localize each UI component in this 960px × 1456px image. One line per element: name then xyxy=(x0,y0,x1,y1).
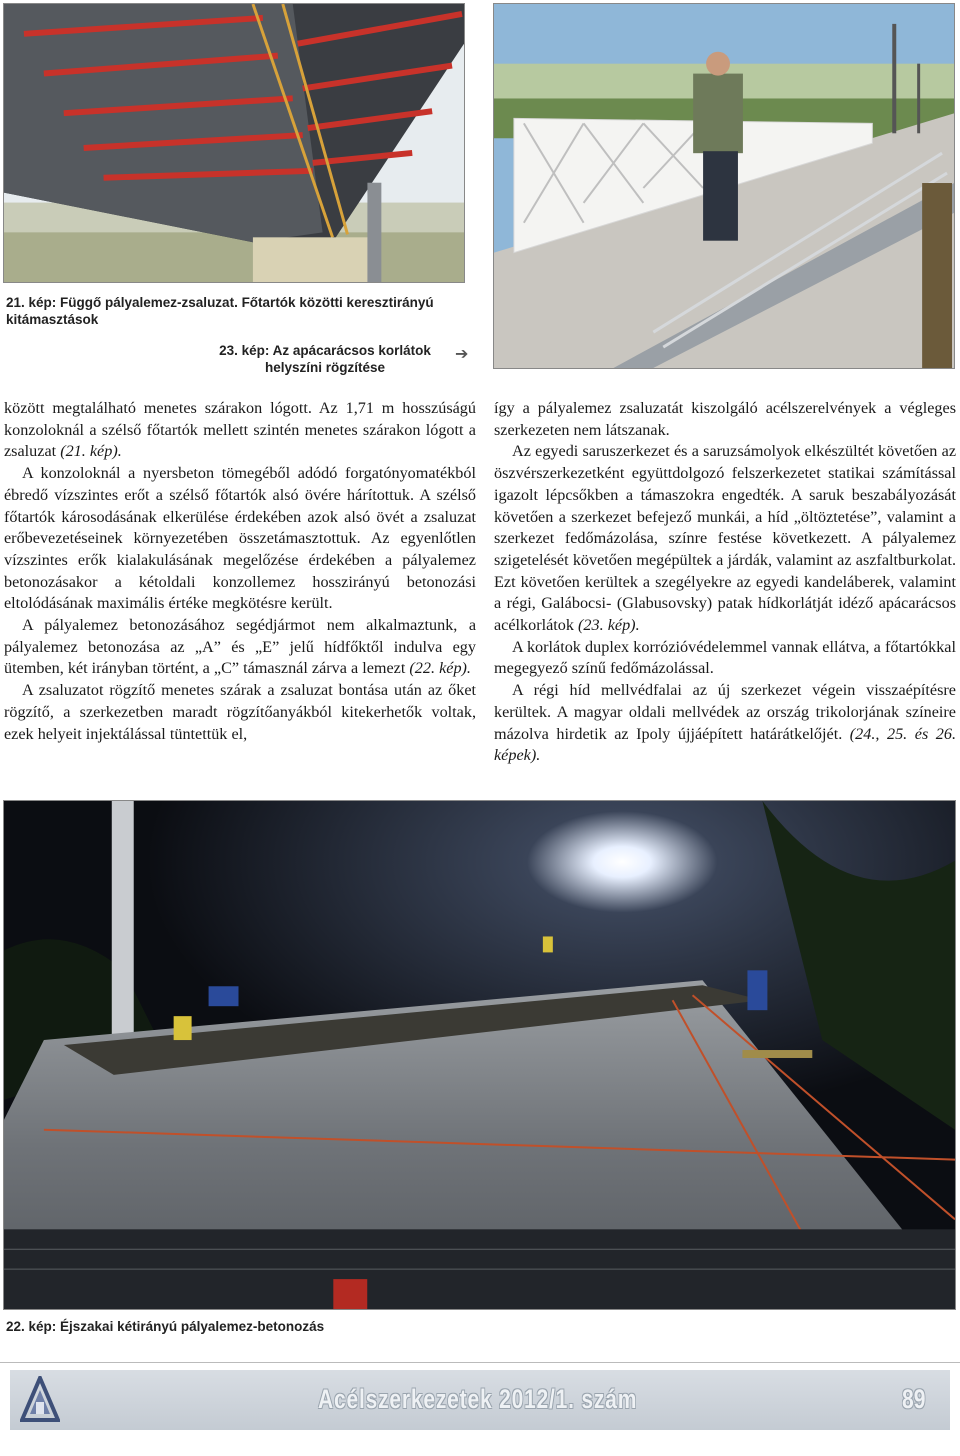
paragraph-right-2-ref: (23. kép). xyxy=(578,616,640,635)
paragraph-right-1-text: így a pályalemez zsaluzatát kiszolgáló acélszerelvények a végleges szerkezeten nem látszanak. xyxy=(494,399,956,439)
page-number: 89 xyxy=(902,1384,926,1414)
paragraph-left-1 xyxy=(4,398,476,463)
photo-22-night-concreting xyxy=(3,800,956,1310)
journal-title: Acélszerkezetek 2012/1. szám xyxy=(318,1384,638,1414)
paragraph-left-1-text: között megtalálható menetes szárakon lógott. Az 1,71 m hosszúságú konzoloknál a szélső főtartók mellett szintén menetes szárakon lógott a zsaluzat xyxy=(4,399,476,461)
caption-photo-21-text: 21. kép: Függő pályalemez-zsaluzat. Főtartók közötti keresztirányú kitámasztások xyxy=(6,295,434,327)
paragraph-left-4 xyxy=(4,680,476,745)
arrow-right-icon: ➔ xyxy=(455,344,469,363)
paragraph-left-4-text: A zsaluzatot rögzítő menetes szárak a zsaluzat bontása után az őket rögzítő, a szerkezetben maradt rögzítőanyákból kitekerhetők voltak, ezek helyeit injektálással tüntettük el, xyxy=(4,681,476,743)
footer-rule xyxy=(0,1362,960,1363)
text-column-right xyxy=(494,398,956,767)
paragraph-left-2 xyxy=(4,463,476,615)
caption-photo-22-text: 22. kép: Éjszakai kétirányú pályalemez-betonozás xyxy=(6,1319,325,1334)
journal-logo-icon xyxy=(20,1376,60,1424)
paragraph-left-1-ref: (21. kép). xyxy=(60,442,122,461)
paragraph-right-4 xyxy=(494,680,956,767)
photo-21-image xyxy=(4,4,464,282)
caption-photo-23 xyxy=(210,342,440,376)
caption-photo-23-line1: 23. kép: Az apácarácsos korlátok xyxy=(219,343,431,358)
photo-23-railings xyxy=(493,3,955,369)
paragraph-right-4-text: A régi híd mellvédfalai az új szerkezet végein visszaépítésre kerültek. A magyar oldali mellvédek az ország trikolorjának színeire mázolva hirdetik az Ipoly újjáépített határátkelőjét. xyxy=(494,681,956,743)
text-column-left xyxy=(4,398,476,745)
paragraph-left-3 xyxy=(4,615,476,680)
paragraph-right-3-text: A korlátok duplex korrózióvédelemmel vannak ellátva, a főtartókkal megegyező színű fedőmázolással. xyxy=(494,637,956,678)
caption-photo-22 xyxy=(6,1318,606,1335)
caption-photo-21 xyxy=(6,294,466,328)
paragraph-left-3-ref: (22. kép). xyxy=(409,659,471,678)
paragraph-right-3 xyxy=(494,637,956,680)
photo-23-image xyxy=(494,4,954,368)
photo-21-formwork xyxy=(3,3,465,283)
photo-22-image xyxy=(4,801,955,1309)
paragraph-left-2-text: A konzoloknál a nyersbeton tömegéből adódó forgatónyomatékból ébredő vízszintes erőt a szélső főtartók alsó övére hárítottuk. A szélső főtartók károsodásának elkerülése érdekében azok alsó övét a zsaluzat erőbevezetéseinek környezetében összetámasztottuk. Az egyenlőtlen vízszintes erők kialakulásának megelőzése érdekében a pályalemez betonozásakor a kétoldali konzollemez hosszirányú betonozási eltolódásának maximális értéke megkötésre került. xyxy=(4,464,476,613)
caption-photo-23-line2: helyszíni rögzítése xyxy=(264,360,386,375)
paragraph-right-1 xyxy=(494,398,956,441)
paragraph-right-2 xyxy=(494,441,956,636)
paragraph-right-2-text: Az egyedi saruszerkezet és a saruzsámolyok elkészültét követően az öszvérszerkezetként együttdolgozó felszerkezetet statikai számítással igazolt lépcsőkben a támaszokra engedték. A saruk beszabályozását követően a szerkezet befejező munkái, a híd „öltöztetése”, valamint a szerkezet fedőmázolása, színre festése következett. A pályalemez szigetelését követően megépültek a járdák, valamint az aszfaltburkolat. Ezt követően kerültek a szegélyekre az egyedi kandeláberek, valamint a régi, Galábocsi- (Glabusovsky) patak hídkorlátját idéző apácarácsos acélkorlátok xyxy=(494,442,956,635)
paragraph-left-3-text: A pályalemez betonozásához segédjármot nem alkalmaztunk, a pályalemez betonozása az „A” és „E” jelű hídfőktől indulva egy ütemben, két irányban történt, a „C” támasznál zárva a lemezt xyxy=(4,616,476,678)
paragraph-right-4-ref: (24., 25. és 26. képek). xyxy=(494,724,957,765)
